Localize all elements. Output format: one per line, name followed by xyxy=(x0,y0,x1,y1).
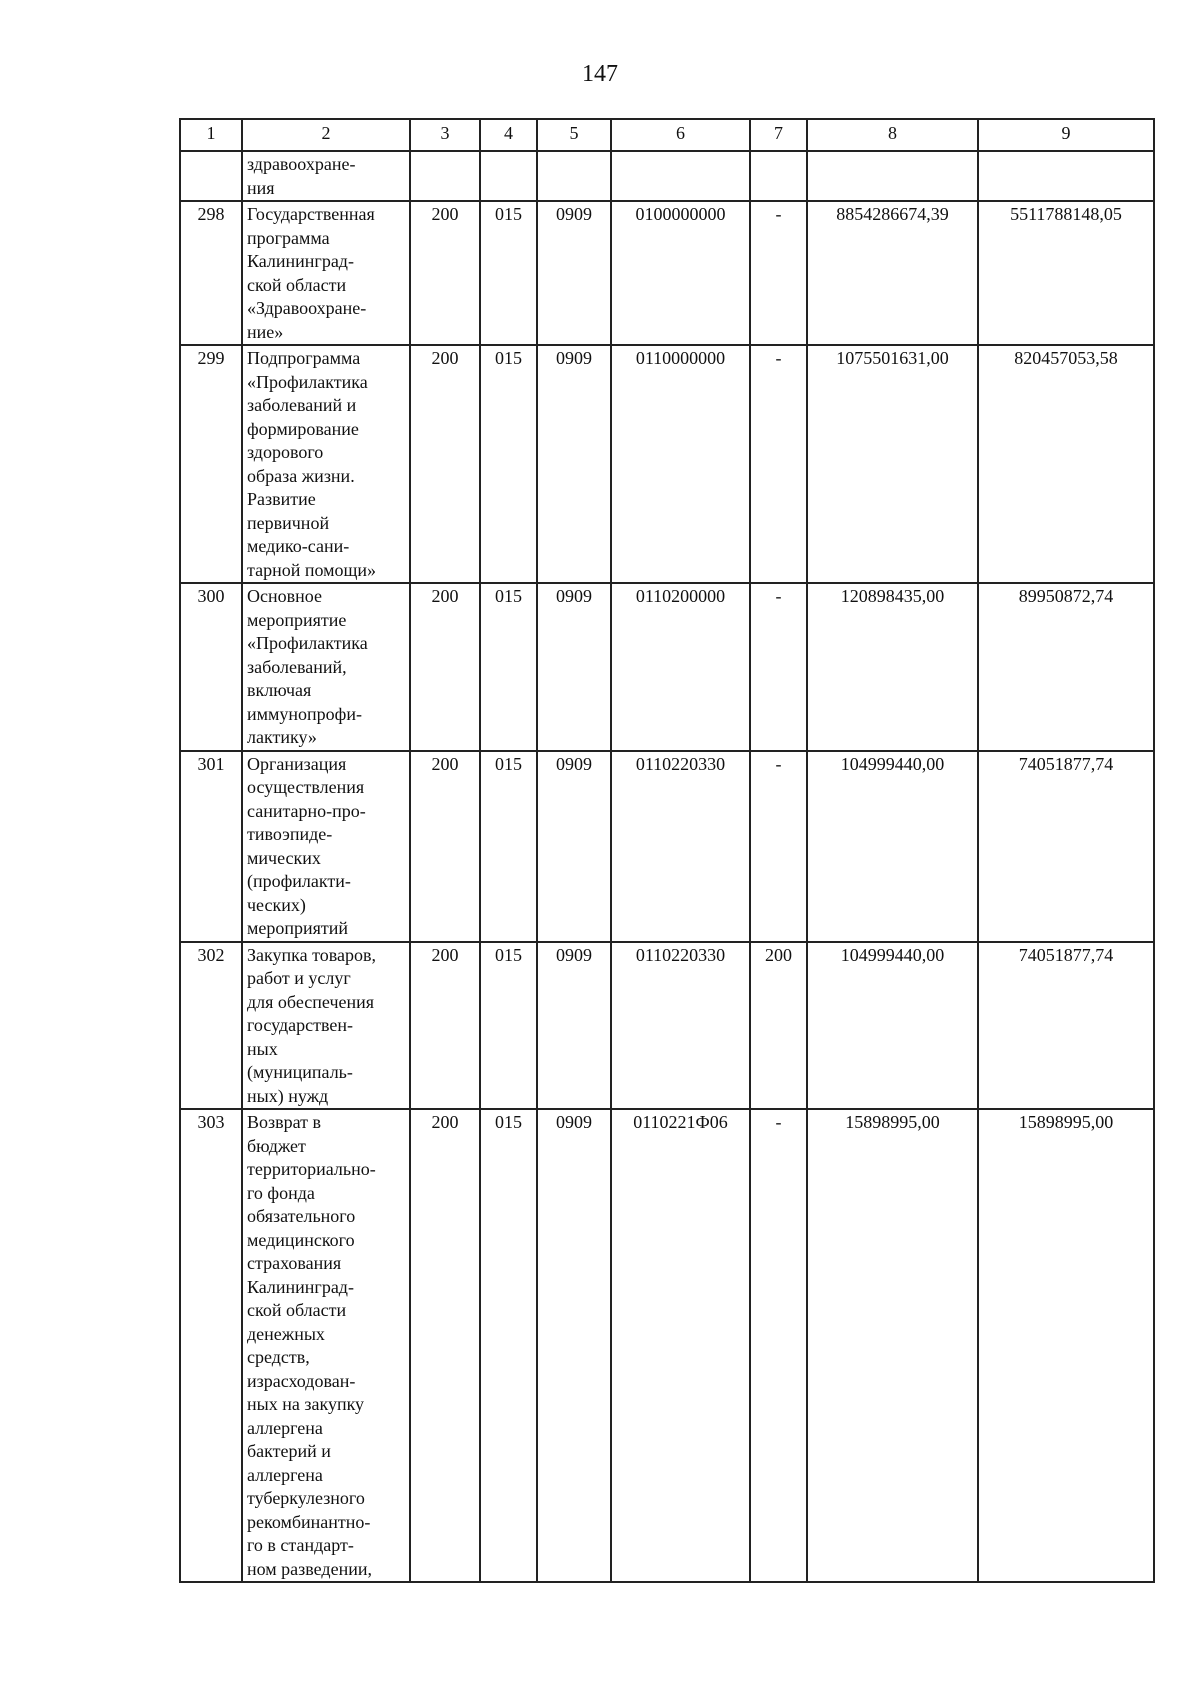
col3-cell: 200 xyxy=(410,942,480,1110)
row-number-cell xyxy=(180,151,242,201)
row-name-line: средств, xyxy=(247,1347,310,1367)
col5-cell: 0909 xyxy=(537,345,611,583)
col-header-5: 5 xyxy=(537,119,611,151)
col-header-7: 7 xyxy=(750,119,807,151)
col8-amount-cell xyxy=(807,151,978,201)
row-name-line: израсходован- xyxy=(247,1370,356,1391)
header-row xyxy=(180,119,1154,151)
col8-amount-cell: 8854286674,39 xyxy=(807,201,978,345)
col3-cell: 200 xyxy=(410,583,480,751)
col4-cell xyxy=(480,151,537,201)
row-name-cell xyxy=(242,751,410,942)
row-name-line: иммунопрофи- xyxy=(247,703,362,724)
col7-cell: 200 xyxy=(750,942,807,1110)
col3-cell: 200 xyxy=(410,345,480,583)
row-name-line: Калининград- xyxy=(247,1276,354,1297)
row-name-line: включая xyxy=(247,680,312,700)
col-header-3: 3 xyxy=(410,119,480,151)
col-header-1: 1 xyxy=(180,119,242,151)
row-number-cell: 301 xyxy=(180,751,242,942)
col-header-4: 4 xyxy=(480,119,537,151)
col5-cell xyxy=(537,151,611,201)
row-name-line: ской области xyxy=(247,274,347,295)
col4-cell: 015 xyxy=(480,751,537,942)
col7-cell: - xyxy=(750,1109,807,1582)
col9-amount-cell: 820457053,58 xyxy=(978,345,1154,583)
col5-cell: 0909 xyxy=(537,1109,611,1582)
row-name-line: Закупка товаров, xyxy=(247,944,376,965)
row-name-line: страхования xyxy=(247,1253,342,1273)
table-row xyxy=(180,751,1154,942)
row-name-cell xyxy=(242,345,410,583)
row-name-line: заболеваний и xyxy=(247,395,357,415)
row-name-line: формирование xyxy=(247,418,359,439)
row-name-line: работ и услуг xyxy=(247,968,351,988)
col3-cell xyxy=(410,151,480,201)
row-name-line: го в стандарт- xyxy=(247,1535,354,1555)
row-name-line: для обеспечения xyxy=(247,991,375,1012)
col6-cell: 0110220330 xyxy=(611,751,750,942)
col9-amount-cell: 5511788148,05 xyxy=(978,201,1154,345)
col9-amount-cell: 15898995,00 xyxy=(978,1109,1154,1582)
table-row xyxy=(180,345,1154,583)
row-name-cell xyxy=(242,151,410,201)
col-header-2: 2 xyxy=(242,119,410,151)
col6-cell: 0110000000 xyxy=(611,345,750,583)
col4-cell: 015 xyxy=(480,942,537,1110)
col4-cell: 015 xyxy=(480,201,537,345)
row-name-line: здравоохране- xyxy=(247,154,356,174)
row-name-line: Возврат в xyxy=(247,1112,322,1132)
row-name-line: санитарно-про- xyxy=(247,800,366,821)
col8-amount-cell: 120898435,00 xyxy=(807,583,978,751)
row-name-cell xyxy=(242,583,410,751)
row-name-line: рекомбинантно- xyxy=(247,1511,371,1532)
row-name-line: ния xyxy=(247,177,275,198)
row-name-line: Подпрограмма xyxy=(247,348,361,368)
row-name-line: ных) нужд xyxy=(247,1085,329,1106)
row-name-cell xyxy=(242,942,410,1110)
row-number-cell: 299 xyxy=(180,345,242,583)
row-name-line: образа жизни. xyxy=(247,465,355,486)
row-name-line: (муниципаль- xyxy=(247,1062,353,1082)
row-name-line: мероприятий xyxy=(247,918,349,938)
row-name-line: бактерий и xyxy=(247,1441,331,1461)
row-name-line: первичной xyxy=(247,512,330,533)
row-name-line: мероприятие xyxy=(247,609,347,630)
row-name-line: заболеваний, xyxy=(247,656,347,677)
table-row xyxy=(180,942,1154,1110)
row-name-line: «Профилактика xyxy=(247,371,368,392)
row-name-line: государствен- xyxy=(247,1015,354,1035)
row-name-line: тивоэпиде- xyxy=(247,824,333,844)
col8-amount-cell: 1075501631,00 xyxy=(807,345,978,583)
row-name-line: аллергена xyxy=(247,1417,323,1438)
row-name-line: ческих) xyxy=(247,894,306,915)
row-number-cell: 300 xyxy=(180,583,242,751)
table-row xyxy=(180,583,1154,751)
row-name-line: лактику» xyxy=(247,727,317,747)
col7-cell xyxy=(750,151,807,201)
row-name-line: медико-сани- xyxy=(247,536,350,556)
row-name-line: тарной помощи» xyxy=(247,559,377,580)
row-name-line: «Профилактика xyxy=(247,633,368,653)
col5-cell: 0909 xyxy=(537,751,611,942)
table-row xyxy=(180,1109,1154,1582)
row-name-line: территориально- xyxy=(247,1159,376,1179)
row-name-line: туберкулезного xyxy=(247,1488,365,1508)
row-name-cell xyxy=(242,1109,410,1582)
col-header-8: 8 xyxy=(807,119,978,151)
col6-cell: 0110221Ф06 xyxy=(611,1109,750,1582)
col9-amount-cell: 74051877,74 xyxy=(978,942,1154,1110)
table-body xyxy=(180,151,1154,1582)
col8-amount-cell: 104999440,00 xyxy=(807,751,978,942)
row-name-line: «Здравоохране- xyxy=(247,298,367,318)
row-name-line: осуществления xyxy=(247,777,365,797)
row-name-line: Развитие xyxy=(247,489,316,509)
row-name-line: Государственная xyxy=(247,204,375,224)
col-header-9: 9 xyxy=(978,119,1154,151)
table-row xyxy=(180,151,1154,201)
page-number: 147 xyxy=(582,61,618,87)
row-name-line: Организация xyxy=(247,753,347,774)
row-name-cell xyxy=(242,201,410,345)
table-row xyxy=(180,201,1154,345)
col5-cell: 0909 xyxy=(537,201,611,345)
row-name-line: программа xyxy=(247,227,330,248)
col3-cell: 200 xyxy=(410,1109,480,1582)
row-number-cell: 298 xyxy=(180,201,242,345)
col3-cell: 200 xyxy=(410,201,480,345)
col7-cell: - xyxy=(750,345,807,583)
row-name-line: мических xyxy=(247,847,321,868)
col6-cell: 0100000000 xyxy=(611,201,750,345)
row-name-line: ской области xyxy=(247,1300,347,1320)
row-name-line: го фонда xyxy=(247,1182,315,1203)
col4-cell: 015 xyxy=(480,1109,537,1582)
row-name-line: обязательного xyxy=(247,1206,356,1226)
row-number-cell: 303 xyxy=(180,1109,242,1582)
col5-cell: 0909 xyxy=(537,942,611,1110)
row-name-line: ние» xyxy=(247,321,284,342)
col7-cell: - xyxy=(750,201,807,345)
col9-amount-cell xyxy=(978,151,1154,201)
col8-amount-cell: 104999440,00 xyxy=(807,942,978,1110)
col7-cell: - xyxy=(750,583,807,751)
col4-cell: 015 xyxy=(480,345,537,583)
col4-cell: 015 xyxy=(480,583,537,751)
col3-cell: 200 xyxy=(410,751,480,942)
col-header-6: 6 xyxy=(611,119,750,151)
col6-cell xyxy=(611,151,750,201)
budget-table xyxy=(179,118,1155,1583)
row-name-line: ных xyxy=(247,1038,278,1059)
row-name-line: ных на закупку xyxy=(247,1394,365,1414)
row-name-line: медицинского xyxy=(247,1229,355,1250)
col9-amount-cell: 89950872,74 xyxy=(978,583,1154,751)
col6-cell: 0110220330 xyxy=(611,942,750,1110)
row-name-line: Основное xyxy=(247,586,322,606)
row-name-line: денежных xyxy=(247,1323,325,1344)
col7-cell: - xyxy=(750,751,807,942)
col9-amount-cell: 74051877,74 xyxy=(978,751,1154,942)
row-number-cell: 302 xyxy=(180,942,242,1110)
row-name-line: (профилакти- xyxy=(247,871,351,891)
row-name-line: бюджет xyxy=(247,1135,306,1156)
row-name-line: аллергена xyxy=(247,1464,323,1485)
row-name-line: здорового xyxy=(247,442,324,462)
col5-cell: 0909 xyxy=(537,583,611,751)
col6-cell: 0110200000 xyxy=(611,583,750,751)
row-name-line: Калининград- xyxy=(247,251,354,271)
row-name-line: ном разведении, xyxy=(247,1558,372,1579)
col8-amount-cell: 15898995,00 xyxy=(807,1109,978,1582)
